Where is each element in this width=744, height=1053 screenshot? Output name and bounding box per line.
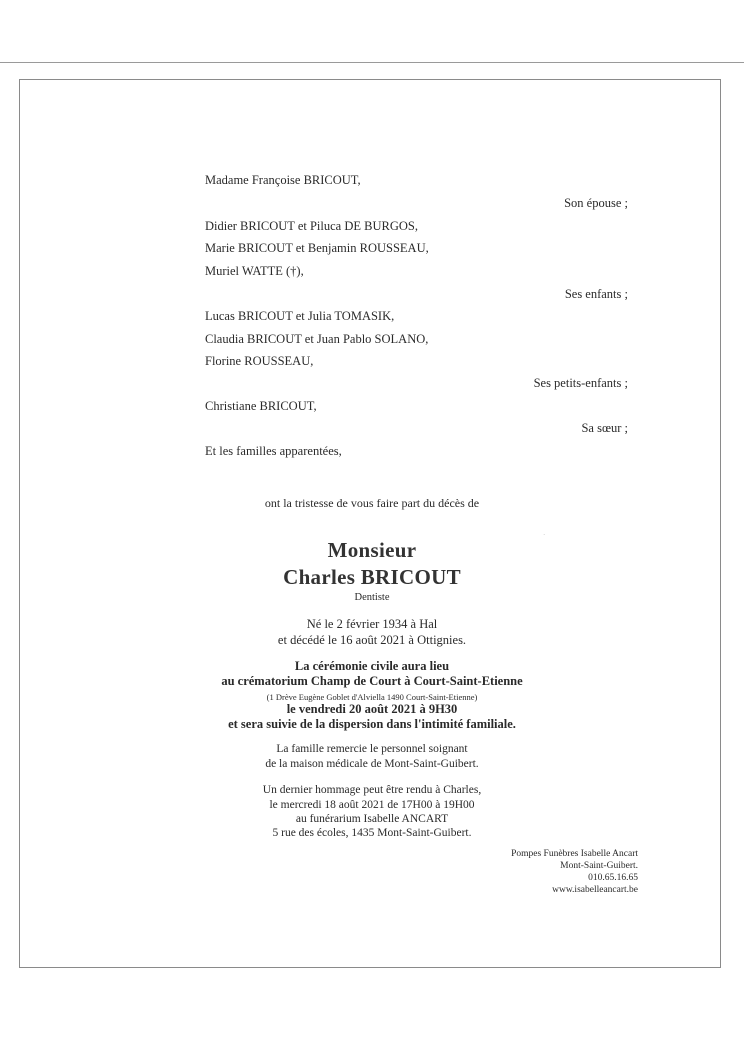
children-label: Ses enfants ; <box>564 287 628 301</box>
deceased-honorific: Monsieur <box>327 538 417 562</box>
grandchildren-label: Ses petits-enfants ; <box>533 376 628 390</box>
child-line-1: Didier BRICOUT et Piluca DE BURGOS, <box>205 219 418 233</box>
death-line: et décédé le 16 août 2021 à Ottignies. <box>277 633 467 647</box>
grandchild-line-3: Florine ROUSSEAU, <box>205 354 314 368</box>
ceremony-line-4: et sera suivie de la dispersion dans l'intimité familiale. <box>228 717 516 731</box>
thanks-line-2: de la maison médicale de Mont-Saint-Guibert. <box>265 758 479 770</box>
ceremony-line-2: au crématorium Champ de Court à Court-Saint-Etienne <box>221 674 523 688</box>
sister-label: Sa sœur ; <box>581 421 628 435</box>
sister-name: Christiane BRICOUT, <box>205 399 317 413</box>
thanks-line-1: La famille remercie le personnel soignant <box>276 743 468 755</box>
funeral-home-town: Mont-Saint-Guibert. <box>560 861 638 871</box>
child-line-3: Muriel WATTE (†), <box>205 264 304 278</box>
spouse-label: Son épouse ; <box>564 196 628 210</box>
funeral-home-website: www.isabelleancart.be <box>552 885 638 895</box>
tribute-line-3: au funérarium Isabelle ANCART <box>295 813 449 825</box>
ceremony-address: (1 Drève Eugène Goblet d'Alviella 1490 Court-Saint-Etienne) <box>266 692 478 702</box>
scan-speck: · <box>543 531 546 539</box>
grandchild-line-1: Lucas BRICOUT et Julia TOMASIK, <box>205 309 395 323</box>
ceremony-date: le vendredi 20 août 2021 à 9H30 <box>286 702 458 716</box>
top-scan-rule <box>0 62 744 63</box>
deceased-profession: Dentiste <box>354 592 390 603</box>
tribute-line-1: Un dernier hommage peut être rendu à Charles, <box>262 784 482 796</box>
ceremony-line-1: La cérémonie civile aura lieu <box>294 659 450 673</box>
funeral-home-phone: 010.65.16.65 <box>588 873 638 883</box>
child-line-2: Marie BRICOUT et Benjamin ROUSSEAU, <box>205 241 429 255</box>
tribute-line-4: 5 rue des écoles, 1435 Mont-Saint-Guibert. <box>272 827 472 839</box>
deceased-name: Charles BRICOUT <box>283 565 461 589</box>
relatives-line: Et les familles apparentées, <box>205 444 342 458</box>
funeral-home-name: Pompes Funèbres Isabelle Ancart <box>511 849 638 859</box>
grandchild-line-2: Claudia BRICOUT et Juan Pablo SOLANO, <box>205 332 429 346</box>
tribute-line-2: le mercredi 18 août 2021 de 17H00 à 19H00 <box>269 799 475 811</box>
birth-line: Né le 2 février 1934 à Hal <box>306 617 438 631</box>
spouse-name: Madame Françoise BRICOUT, <box>205 173 361 187</box>
announcement-line: ont la tristesse de vous faire part du décès de <box>264 496 480 510</box>
